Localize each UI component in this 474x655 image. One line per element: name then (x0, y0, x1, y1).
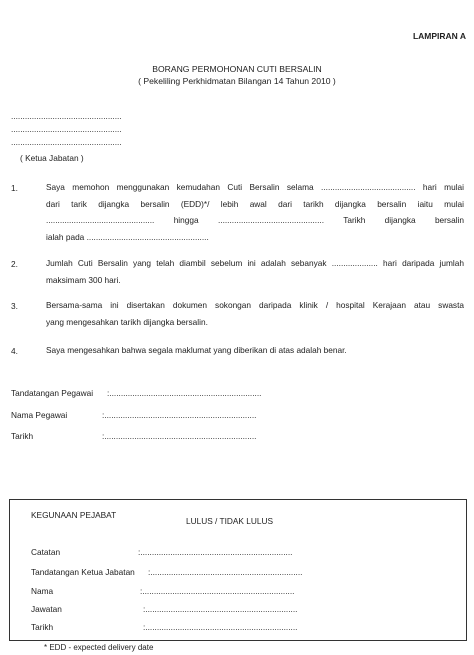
item-number: 2. (11, 259, 18, 269)
item-1-line: ialah pada ..................................................... (46, 231, 209, 242)
item-4-line: Saya mengesahkan bahwa segala maklumat yang diberikan di atas adalah benar. (46, 345, 347, 355)
item-2-text (46, 255, 464, 288)
office-date-field[interactable]: :.................................................................. (143, 622, 298, 632)
head-signature-label: Tandatangan Ketua Jabatan (31, 567, 135, 577)
signature-field[interactable]: :.................................................................. (107, 388, 262, 398)
item-1-text (46, 179, 464, 245)
form-title: BORANG PERMOHONAN CUTI BERSALIN (152, 64, 322, 74)
item-1-line: dari tarik dijangka bersalin (EDD)*/ lebih awal dari tarikh dijangka bersalin iaitu mulai (46, 198, 464, 209)
item-4-text (46, 342, 464, 359)
approval-status: LULUS / TIDAK LULUS (186, 516, 273, 526)
office-use-box (9, 499, 467, 641)
item-3-line: Bersama-sama ini disertakan dokumen sokongan daripada klinik / hospital Kerajaan atau swasta (46, 300, 464, 310)
head-name-field[interactable]: :.................................................................. (140, 586, 295, 596)
item-3-line: yang mengesahkan tarikh dijangka bersalin. (46, 316, 208, 327)
head-signature-field[interactable]: :.................................................................. (148, 567, 303, 577)
date-field[interactable]: :.................................................................. (102, 431, 257, 441)
form-subtitle: ( Pekeliling Perkhidmatan Bilangan 14 Tahun 2010 ) (138, 76, 336, 86)
officer-name-label: Nama Pegawai (11, 410, 68, 420)
office-date-label: Tarikh (31, 622, 54, 632)
address-line-1: ................................................ (11, 111, 122, 121)
position-label: Jawatan (31, 604, 62, 614)
footnote: * EDD - expected delivery date (44, 643, 154, 652)
item-3-text (46, 297, 464, 330)
item-number: 3. (11, 301, 18, 311)
item-number: 1. (11, 183, 18, 193)
office-use-heading: KEGUNAAN PEJABAT (31, 510, 117, 520)
recipient-label: ( Ketua Jabatan ) (20, 153, 84, 163)
signature-label: Tandatangan Pegawai (11, 388, 94, 398)
remarks-label: Catatan (31, 547, 61, 557)
item-1-line: ............................................... hingga .............................................. Tarikh dijangka bersalin (46, 215, 464, 225)
address-line-2: ................................................ (11, 124, 122, 134)
item-number: 4. (11, 346, 18, 356)
position-field[interactable]: :.................................................................. (143, 604, 298, 614)
item-2-line: maksimam 300 hari. (46, 274, 121, 285)
item-2-line: Jumlah Cuti Bersalin yang telah diambil sebelum ini adalah sebanyak .................... hari daripada jumlah (46, 258, 464, 268)
officer-name-field[interactable]: :.................................................................. (102, 410, 257, 420)
head-name-label: Nama (31, 586, 54, 596)
address-line-3: ................................................ (11, 137, 122, 147)
item-1-line: Saya memohon menggunakan kemudahan Cuti Bersalin selama ......................................... hari mulai (46, 182, 464, 192)
remarks-field[interactable]: :.................................................................. (138, 547, 293, 557)
lampiran-label: LAMPIRAN A (412, 31, 466, 41)
date-label: Tarikh (11, 431, 34, 441)
